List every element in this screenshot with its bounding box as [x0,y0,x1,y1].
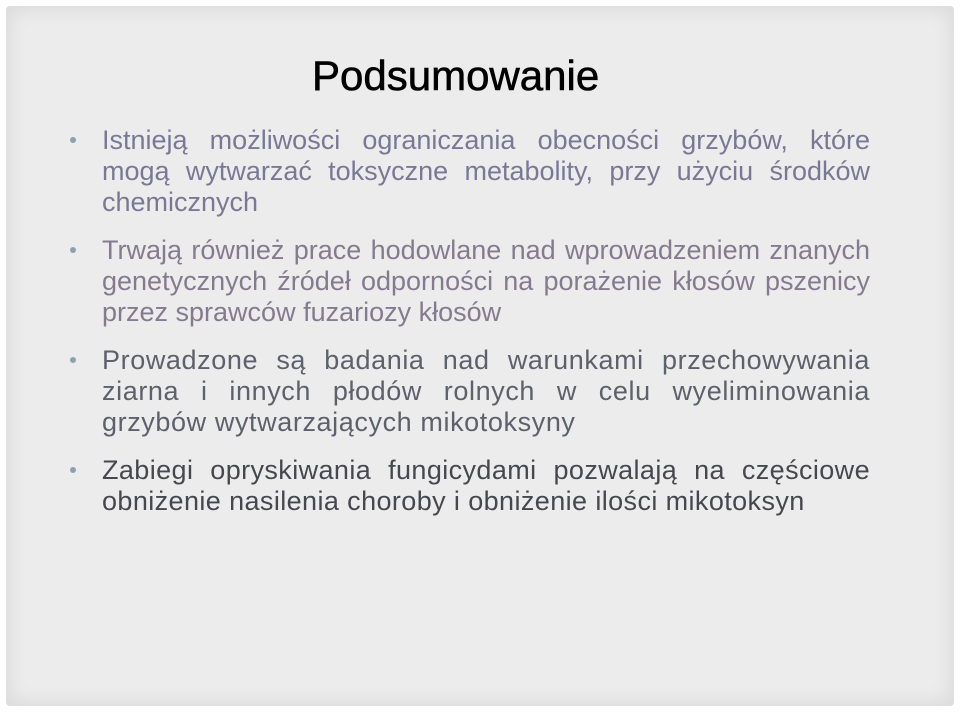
bullet-item [70,235,870,328]
bullet-text: Zabiegi opryskiwania fungicydami pozwalają na częściowe obniżenie nasilenia choroby i obniżenie ilości mikotoksyn [102,455,870,516]
slide-title: Podsumowanie [312,52,600,99]
bullet-item [70,345,870,438]
bullet-dot-icon [70,247,76,253]
bullet-item [70,125,870,218]
bullet-text: Istnieją możliwości ograniczania obecności grzybów, które mogą wytwarzać toksyczne metabolity, przy użyciu środków chemicznych [102,125,870,217]
bullet-text: Trwają również prace hodowlane nad wprowadzeniem znanych genetycznych źródeł odporności na porażenie kłosów pszenicy przez sprawców fuzariozy kłosów [102,235,870,327]
bullet-dot-icon [70,467,76,473]
bullet-dot-icon [70,357,76,363]
bullet-item [70,455,870,517]
bullet-list [70,125,870,517]
bullet-dot-icon [70,137,76,143]
bullet-text: Prowadzone są badania nad warunkami przechowywania ziarna i innych płodów rolnych w celu wyeliminowania grzybów wytwarzających mikotoksyny [102,345,870,437]
